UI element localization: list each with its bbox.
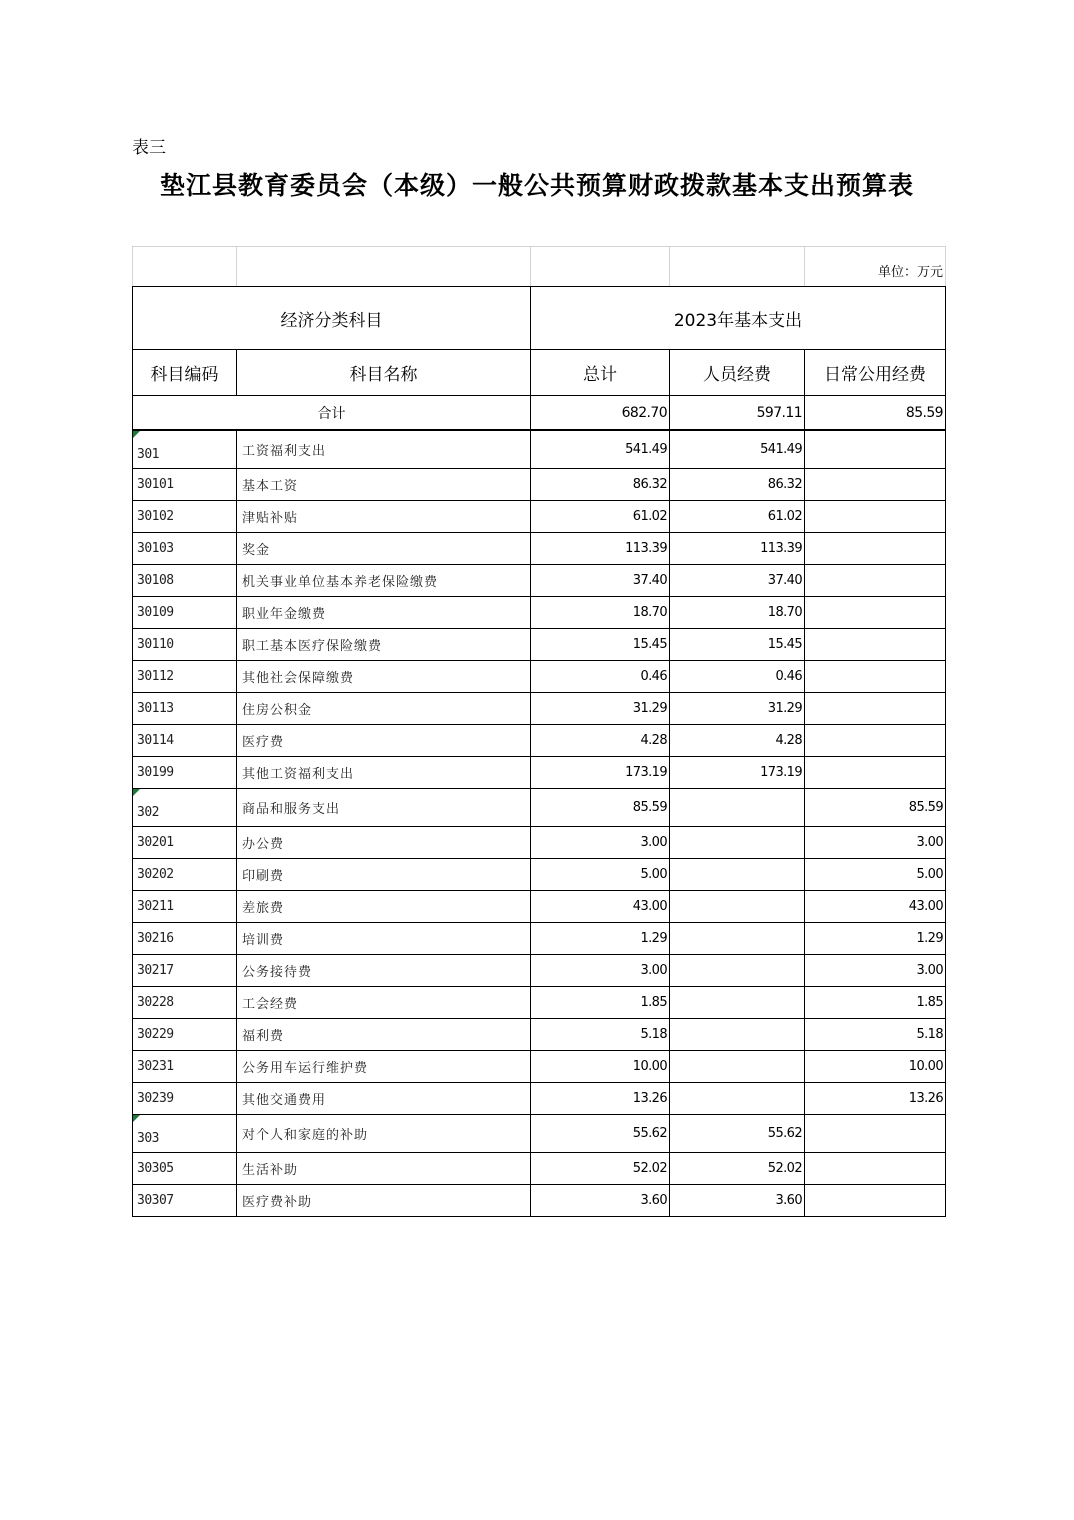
public-expense-cell: 3.00 — [805, 827, 946, 859]
header-basic-expenditure-2023: 2023年基本支出 — [531, 287, 946, 350]
subject-name-cell: 职业年金缴费 — [237, 597, 531, 629]
subject-code-cell: 30114 — [133, 725, 237, 757]
total-amount-cell: 10.00 — [531, 1051, 670, 1083]
subject-name-cell: 其他工资福利支出 — [237, 757, 531, 789]
column-header-row — [133, 350, 946, 396]
header-group-row — [133, 287, 946, 350]
subject-name-cell: 对个人和家庭的补助 — [237, 1115, 531, 1153]
document-title: 垫江县教育委员会（本级）一般公共预算财政拨款基本支出预算表 — [159, 171, 914, 200]
total-amount-cell: 5.00 — [531, 859, 670, 891]
personnel-expense-cell — [670, 789, 805, 827]
table-row — [133, 565, 946, 597]
subject-code-cell: 30202 — [133, 859, 237, 891]
public-expense-cell — [805, 629, 946, 661]
subject-name-cell: 职工基本医疗保险缴费 — [237, 629, 531, 661]
subject-code-cell: 30101 — [133, 469, 237, 501]
personnel-expense-cell: 86.32 — [670, 469, 805, 501]
subject-name-cell: 公务接待费 — [237, 955, 531, 987]
grand-total-row — [133, 396, 946, 431]
personnel-expense-cell: 3.60 — [670, 1185, 805, 1217]
subject-name-cell: 其他社会保障缴费 — [237, 661, 531, 693]
personnel-expense-cell: 113.39 — [670, 533, 805, 565]
personnel-expense-cell: 61.02 — [670, 501, 805, 533]
public-expense-cell — [805, 757, 946, 789]
personnel-expense-cell — [670, 955, 805, 987]
public-expense-cell: 43.00 — [805, 891, 946, 923]
public-expense-cell: 85.59 — [805, 789, 946, 827]
total-amount-cell: 15.45 — [531, 629, 670, 661]
header-subject-code: 科目编码 — [133, 350, 237, 396]
subject-name-cell: 津贴补贴 — [237, 501, 531, 533]
subject-name-cell: 福利费 — [237, 1019, 531, 1051]
subject-code-cell: 30239 — [133, 1083, 237, 1115]
total-amount-cell: 5.18 — [531, 1019, 670, 1051]
budget-table — [132, 246, 946, 1217]
public-expense-cell: 10.00 — [805, 1051, 946, 1083]
total-amount-cell: 173.19 — [531, 757, 670, 789]
blank-cell — [133, 247, 237, 287]
subject-name-cell: 培训费 — [237, 923, 531, 955]
subject-name-cell: 工资福利支出 — [237, 430, 531, 469]
subject-code-cell — [133, 1115, 237, 1153]
category-row — [133, 789, 946, 827]
total-amount-cell: 3.60 — [531, 1185, 670, 1217]
public-expense-cell — [805, 693, 946, 725]
subject-name-cell: 医疗费补助 — [237, 1185, 531, 1217]
public-expense-cell — [805, 661, 946, 693]
subject-code-cell: 30112 — [133, 661, 237, 693]
personnel-expense-cell: 37.40 — [670, 565, 805, 597]
table-row — [133, 533, 946, 565]
total-amount-cell: 31.29 — [531, 693, 670, 725]
subject-name-cell: 基本工资 — [237, 469, 531, 501]
subject-code-cell: 30229 — [133, 1019, 237, 1051]
subject-code-cell: 30103 — [133, 533, 237, 565]
header-personnel-expense: 人员经费 — [670, 350, 805, 396]
personnel-expense-cell: 18.70 — [670, 597, 805, 629]
table-row — [133, 1153, 946, 1185]
total-amount-cell: 541.49 — [531, 430, 670, 469]
subject-name-cell: 奖金 — [237, 533, 531, 565]
total-amount-cell: 37.40 — [531, 565, 670, 597]
subject-code-cell: 30201 — [133, 827, 237, 859]
total-amount-cell: 0.46 — [531, 661, 670, 693]
total-amount-cell: 18.70 — [531, 597, 670, 629]
public-expense-cell — [805, 501, 946, 533]
personnel-expense-cell: 0.46 — [670, 661, 805, 693]
public-expense-cell: 13.26 — [805, 1083, 946, 1115]
public-expense-cell: 3.00 — [805, 955, 946, 987]
table-row — [133, 1019, 946, 1051]
grand-total-public: 85.59 — [805, 396, 946, 431]
personnel-expense-cell — [670, 1051, 805, 1083]
table-row — [133, 597, 946, 629]
personnel-expense-cell: 541.49 — [670, 430, 805, 469]
table-row — [133, 693, 946, 725]
total-amount-cell: 85.59 — [531, 789, 670, 827]
total-amount-cell: 61.02 — [531, 501, 670, 533]
total-amount-cell: 52.02 — [531, 1153, 670, 1185]
cell-comment-marker-icon — [133, 431, 140, 438]
cell-comment-marker-icon — [133, 789, 140, 796]
subject-code-cell: 30113 — [133, 693, 237, 725]
subject-name-cell: 生活补助 — [237, 1153, 531, 1185]
table-row — [133, 987, 946, 1019]
table-row — [133, 1185, 946, 1217]
total-amount-cell: 55.62 — [531, 1115, 670, 1153]
subject-code-cell: 30217 — [133, 955, 237, 987]
blank-cell — [237, 247, 531, 287]
total-amount-cell: 86.32 — [531, 469, 670, 501]
total-amount-cell: 43.00 — [531, 891, 670, 923]
subject-code-cell: 30109 — [133, 597, 237, 629]
personnel-expense-cell — [670, 891, 805, 923]
subject-name-cell: 办公费 — [237, 827, 531, 859]
personnel-expense-cell — [670, 923, 805, 955]
category-row — [133, 1115, 946, 1153]
table-row — [133, 757, 946, 789]
grand-total-amount: 682.70 — [531, 396, 670, 431]
table-row — [133, 923, 946, 955]
subject-code-cell: 30307 — [133, 1185, 237, 1217]
public-expense-cell: 5.00 — [805, 859, 946, 891]
subject-name-cell: 其他交通费用 — [237, 1083, 531, 1115]
header-economic-classification: 经济分类科目 — [133, 287, 531, 350]
personnel-expense-cell — [670, 859, 805, 891]
table-row — [133, 629, 946, 661]
table-row — [133, 725, 946, 757]
total-amount-cell: 3.00 — [531, 827, 670, 859]
subject-code-text: 303 — [137, 1131, 159, 1146]
subject-code-cell — [133, 430, 237, 469]
blank-cell — [670, 247, 805, 287]
personnel-expense-cell: 52.02 — [670, 1153, 805, 1185]
table-row — [133, 891, 946, 923]
table-row — [133, 859, 946, 891]
subject-name-cell: 机关事业单位基本养老保险缴费 — [237, 565, 531, 597]
subject-code-text: 302 — [137, 805, 159, 820]
subject-code-cell: 30110 — [133, 629, 237, 661]
personnel-expense-cell: 55.62 — [670, 1115, 805, 1153]
total-amount-cell: 3.00 — [531, 955, 670, 987]
subject-code-cell: 30108 — [133, 565, 237, 597]
public-expense-cell: 1.85 — [805, 987, 946, 1019]
personnel-expense-cell — [670, 987, 805, 1019]
table-row — [133, 955, 946, 987]
public-expense-cell — [805, 1185, 946, 1217]
table-row — [133, 469, 946, 501]
subject-code-text: 301 — [137, 447, 159, 462]
table-number-label: 表三 — [132, 138, 166, 158]
subject-code-cell: 30102 — [133, 501, 237, 533]
total-amount-cell: 13.26 — [531, 1083, 670, 1115]
cell-comment-marker-icon — [133, 1115, 140, 1122]
subject-name-cell: 印刷费 — [237, 859, 531, 891]
grand-total-label: 合计 — [133, 396, 531, 431]
table-row — [133, 501, 946, 533]
table-row — [133, 1083, 946, 1115]
public-expense-cell — [805, 597, 946, 629]
public-expense-cell — [805, 469, 946, 501]
personnel-expense-cell — [670, 827, 805, 859]
public-expense-cell: 1.29 — [805, 923, 946, 955]
blank-cell — [531, 247, 670, 287]
subject-name-cell: 商品和服务支出 — [237, 789, 531, 827]
subject-code-cell: 30199 — [133, 757, 237, 789]
public-expense-cell — [805, 1115, 946, 1153]
total-amount-cell: 1.29 — [531, 923, 670, 955]
grand-total-personnel: 597.11 — [670, 396, 805, 431]
subject-name-cell: 公务用车运行维护费 — [237, 1051, 531, 1083]
header-total: 总计 — [531, 350, 670, 396]
subject-name-cell: 工会经费 — [237, 987, 531, 1019]
personnel-expense-cell — [670, 1083, 805, 1115]
personnel-expense-cell: 173.19 — [670, 757, 805, 789]
personnel-expense-cell — [670, 1019, 805, 1051]
table-row — [133, 661, 946, 693]
subject-code-cell: 30211 — [133, 891, 237, 923]
total-amount-cell: 113.39 — [531, 533, 670, 565]
personnel-expense-cell: 15.45 — [670, 629, 805, 661]
table-row — [133, 1051, 946, 1083]
public-expense-cell — [805, 430, 946, 469]
table-row — [133, 827, 946, 859]
personnel-expense-cell: 4.28 — [670, 725, 805, 757]
public-expense-cell — [805, 533, 946, 565]
personnel-expense-cell: 31.29 — [670, 693, 805, 725]
public-expense-cell — [805, 565, 946, 597]
subject-code-cell — [133, 789, 237, 827]
subject-code-cell: 30231 — [133, 1051, 237, 1083]
public-expense-cell — [805, 725, 946, 757]
public-expense-cell — [805, 1153, 946, 1185]
public-expense-cell: 5.18 — [805, 1019, 946, 1051]
subject-code-cell: 30216 — [133, 923, 237, 955]
subject-name-cell: 住房公积金 — [237, 693, 531, 725]
unit-label: 单位：万元 — [805, 247, 946, 287]
subject-name-cell: 差旅费 — [237, 891, 531, 923]
subject-code-cell: 30228 — [133, 987, 237, 1019]
category-row — [133, 430, 946, 469]
total-amount-cell: 1.85 — [531, 987, 670, 1019]
header-public-expense: 日常公用经费 — [805, 350, 946, 396]
total-amount-cell: 4.28 — [531, 725, 670, 757]
header-subject-name: 科目名称 — [237, 350, 531, 396]
unit-row — [133, 247, 946, 287]
subject-code-cell: 30305 — [133, 1153, 237, 1185]
subject-name-cell: 医疗费 — [237, 725, 531, 757]
